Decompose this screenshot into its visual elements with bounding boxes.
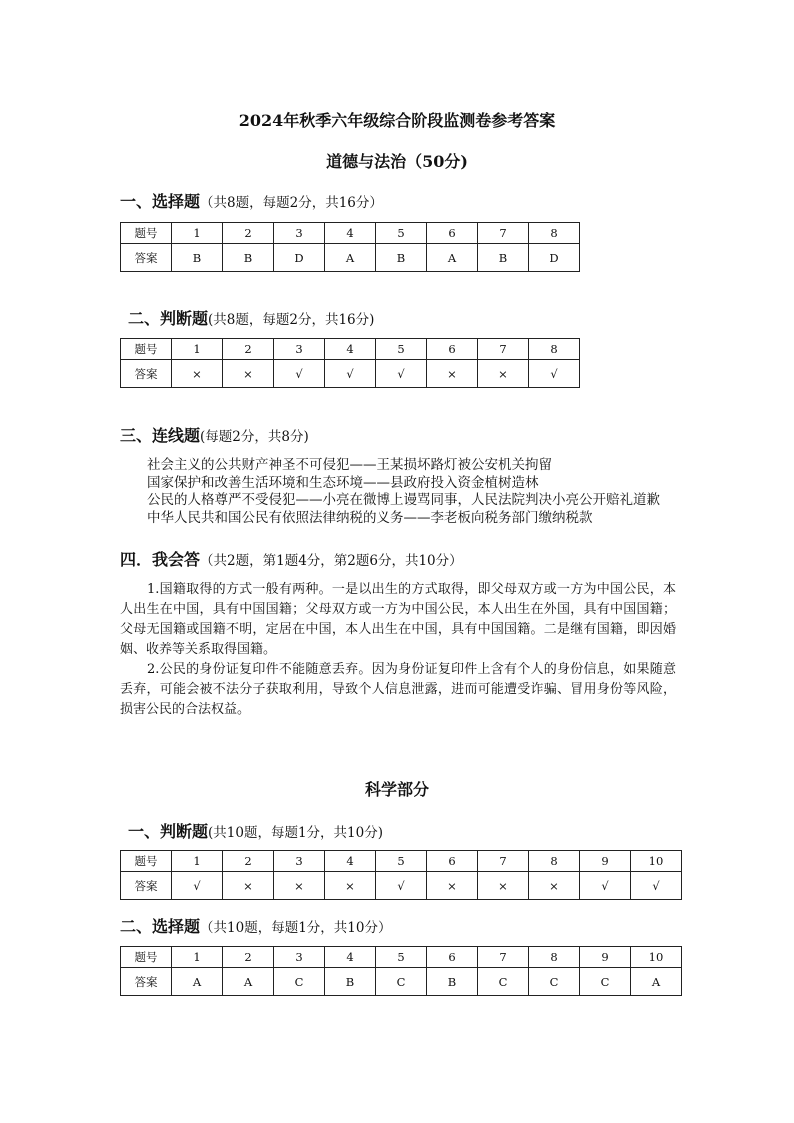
question-number: 5	[376, 851, 427, 872]
answer-cell: B	[172, 244, 223, 272]
question-number: 6	[427, 851, 478, 872]
section-note: (共8题，每题2分，共16分)	[208, 312, 375, 328]
question-number: 3	[274, 223, 325, 244]
part-title-morality-law: 道德与法治（50分)	[326, 152, 468, 171]
section-note: （共8题，每题2分，共16分）	[200, 195, 383, 211]
section-note: (共10题，每题1分，共10分)	[208, 825, 383, 841]
row-label: 答案	[121, 968, 172, 996]
question-number: 1	[172, 947, 223, 968]
answer-cell: √	[376, 360, 427, 388]
question-number: 9	[580, 947, 631, 968]
row-label: 题号	[121, 947, 172, 968]
answer-paragraph: 2.公民的身份证复印件不能随意丢弃。因为身份证复印件上含有个人的身份信息，如果随意丢弃，可能会被不法分子获取利用，导致个人信息泄露，进而可能遭受诈骗、冒用身份等风险，损害公民的合法权益。	[120, 662, 676, 717]
row-label: 题号	[121, 223, 172, 244]
matching-line: 社会主义的公共财产神圣不可侵犯——王某损坏路灯被公安机关拘留	[147, 457, 552, 473]
answer-cell: A	[172, 968, 223, 996]
question-number: 2	[223, 223, 274, 244]
answer-cell: B	[427, 968, 478, 996]
question-number: 5	[376, 223, 427, 244]
answer-cell: A	[325, 244, 376, 272]
answer-table-choice	[120, 222, 580, 272]
answer-table-sci-judge	[120, 850, 682, 900]
section-title: 一、判断题	[128, 822, 209, 841]
question-number: 6	[427, 339, 478, 360]
answer-cell: B	[223, 244, 274, 272]
answer-paragraph: 1.国籍取得的方式一般有两种。一是以出生的方式取得，即父母双方或一方为中国公民，本人出生在中国，具有中国国籍；父母双方或一方为中国公民，本人出生在外国，具有中国国籍；父母无国籍或国籍不明，定居在中国，本人出生在中国，具有中国国籍。二是继有国籍，即因婚姻、收养等关系取得国籍。	[120, 582, 676, 657]
section-title: 一、选择题	[120, 192, 201, 211]
question-number: 10	[631, 851, 682, 872]
question-number: 6	[427, 947, 478, 968]
question-number: 4	[325, 339, 376, 360]
section-heading-judge	[128, 306, 374, 329]
answer-cell: A	[427, 244, 478, 272]
section-title: 二、判断题	[128, 309, 209, 328]
row-label: 答案	[121, 872, 172, 900]
answer-row	[121, 872, 682, 900]
section-note: （共2题，第1题4分，第2题6分，共10分）	[200, 553, 463, 569]
section-title: 四．我会答	[120, 550, 201, 569]
section-heading-matching	[120, 423, 309, 446]
answer-cell: ×	[478, 360, 529, 388]
row-label: 答案	[121, 360, 172, 388]
number-row	[121, 223, 580, 244]
question-number: 3	[274, 339, 325, 360]
answer-cell: A	[631, 968, 682, 996]
answer-cell: √	[529, 360, 580, 388]
answer-cell: C	[478, 968, 529, 996]
question-number: 1	[172, 223, 223, 244]
answer-cell: √	[376, 872, 427, 900]
answer-cell: D	[274, 244, 325, 272]
section-heading-sci-choice	[120, 914, 391, 937]
number-row	[121, 851, 682, 872]
section-note: (每题2分，共8分)	[200, 429, 309, 445]
section-title: 三、连线题	[120, 426, 201, 445]
answer-table-judge	[120, 338, 580, 388]
answer-cell: C	[376, 968, 427, 996]
section-heading-sci-judge	[128, 819, 383, 842]
question-number: 1	[172, 339, 223, 360]
question-number: 3	[274, 947, 325, 968]
answer-cell: B	[325, 968, 376, 996]
answer-table-sci-choice	[120, 946, 682, 996]
question-number: 7	[478, 947, 529, 968]
row-label: 题号	[121, 851, 172, 872]
answer-row	[121, 360, 580, 388]
section-heading-answer	[120, 547, 463, 570]
answer-cell: √	[172, 872, 223, 900]
answer-cell: ×	[274, 872, 325, 900]
question-number: 7	[478, 223, 529, 244]
matching-line: 中华人民共和国公民有依照法律纳税的义务——李老板向税务部门缴纳税款	[147, 509, 593, 526]
answer-cell: √	[631, 872, 682, 900]
question-number: 2	[223, 339, 274, 360]
matching-lines	[147, 457, 727, 527]
matching-line: 国家保护和改善生活环境和生态环境——县政府投入资金植树造林	[147, 474, 539, 491]
question-number: 4	[325, 223, 376, 244]
row-label: 答案	[121, 244, 172, 272]
answer-cell: C	[274, 968, 325, 996]
answer-cell: ×	[325, 872, 376, 900]
question-number: 7	[478, 851, 529, 872]
answer-cell: B	[376, 244, 427, 272]
question-number: 8	[529, 947, 580, 968]
answer-cell: √	[580, 872, 631, 900]
answer-cell: D	[529, 244, 580, 272]
answer-cell: ×	[427, 872, 478, 900]
row-label: 题号	[121, 339, 172, 360]
answer-row	[121, 968, 682, 996]
answer-cell: ×	[478, 872, 529, 900]
question-number: 2	[223, 947, 274, 968]
answer-paragraphs	[120, 580, 676, 720]
answer-cell: ×	[427, 360, 478, 388]
number-row	[121, 947, 682, 968]
question-number: 6	[427, 223, 478, 244]
question-number: 2	[223, 851, 274, 872]
answer-row	[121, 244, 580, 272]
question-number: 8	[529, 851, 580, 872]
answer-cell: ×	[529, 872, 580, 900]
answer-cell: A	[223, 968, 274, 996]
answer-cell: C	[580, 968, 631, 996]
question-number: 7	[478, 339, 529, 360]
question-number: 1	[172, 851, 223, 872]
part-title-science: 科学部分	[364, 780, 429, 799]
number-row	[121, 339, 580, 360]
question-number: 3	[274, 851, 325, 872]
answer-cell: ×	[223, 360, 274, 388]
matching-line: 公民的人格尊严不受侵犯——小亮在微博上谩骂同事，人民法院判决小亮公开赔礼道歉	[147, 492, 660, 508]
answer-cell: B	[478, 244, 529, 272]
answer-cell: √	[274, 360, 325, 388]
section-title: 二、选择题	[120, 917, 201, 936]
section-heading-choice	[120, 189, 383, 212]
question-number: 9	[580, 851, 631, 872]
answer-cell: ×	[223, 872, 274, 900]
question-number: 8	[529, 339, 580, 360]
answer-cell: C	[529, 968, 580, 996]
answer-cell: ×	[172, 360, 223, 388]
question-number: 10	[631, 947, 682, 968]
question-number: 4	[325, 947, 376, 968]
document-title: 2024年秋季六年级综合阶段监测卷参考答案	[238, 111, 556, 130]
question-number: 8	[529, 223, 580, 244]
question-number: 5	[376, 339, 427, 360]
section-note: （共10题，每题1分，共10分）	[200, 920, 392, 936]
question-number: 4	[325, 851, 376, 872]
answer-cell: √	[325, 360, 376, 388]
question-number: 5	[376, 947, 427, 968]
